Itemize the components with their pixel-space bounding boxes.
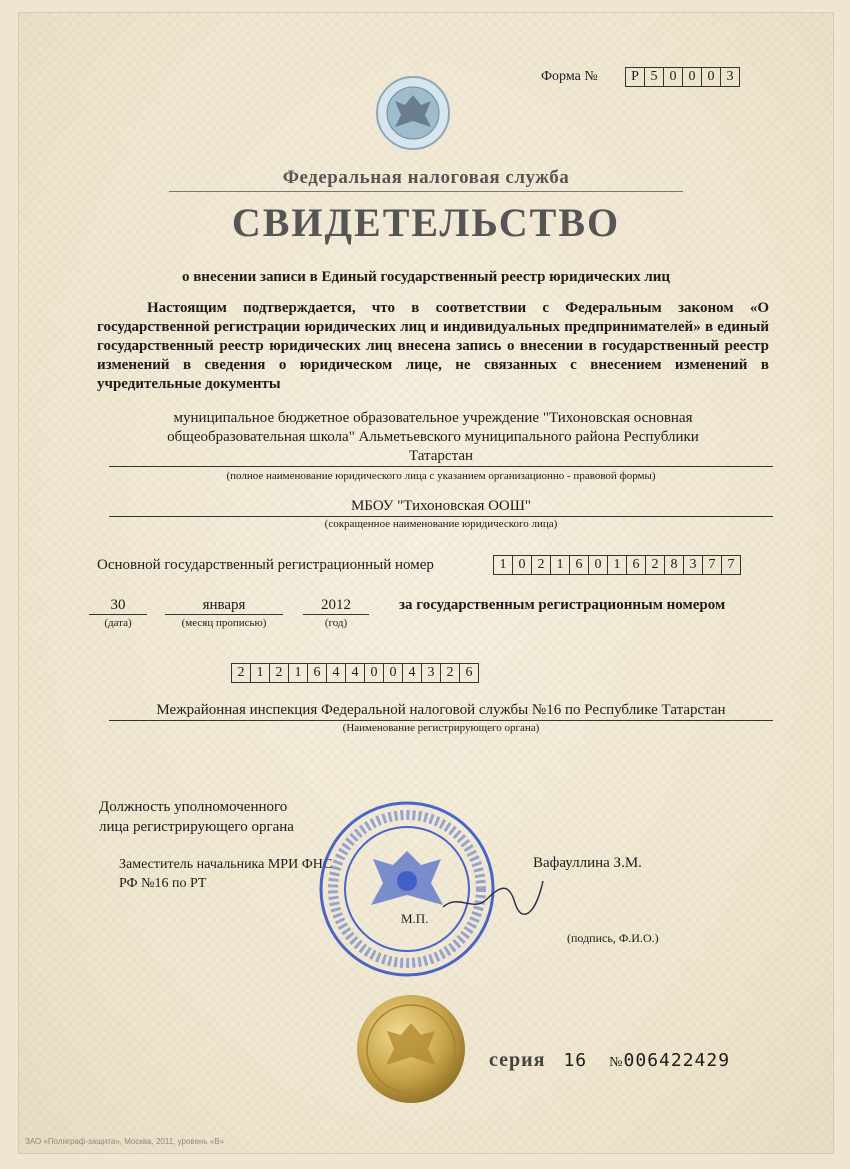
reg-number-digit: 4 <box>327 664 346 682</box>
reg-number-digit: 2 <box>270 664 289 682</box>
printer-note: ЗАО «Полиграф-защита», Москва, 2011, уровень «В» <box>25 1137 225 1146</box>
form-number-digit: 0 <box>702 68 721 86</box>
reg-number-digit: 3 <box>422 664 441 682</box>
reg-number-digit: 4 <box>403 664 422 682</box>
form-label: Форма № <box>541 69 598 84</box>
full-name-line2: общеобразовательная школа" Альметьевского муниципального района Республики <box>167 429 699 445</box>
reg-number-boxes <box>231 663 479 683</box>
signatory-name: Вафауллина З.М. <box>533 855 642 871</box>
agency-underline <box>169 191 683 192</box>
reg-number-label: за государственным регистрационным номером <box>399 597 726 613</box>
form-number-digit: 0 <box>664 68 683 86</box>
authority-caption: (Наименование регистрирующего органа) <box>342 722 540 734</box>
ogrn-digit: 2 <box>532 556 551 574</box>
full-name-caption: (полное наименование юридического лица с указанием организационно - правовой формы) <box>226 470 656 482</box>
ogrn-digit: 0 <box>513 556 532 574</box>
ogrn-digit: 6 <box>627 556 646 574</box>
position-caption-line2: лица регистрирующего органа <box>99 819 294 835</box>
position-caption <box>99 797 294 837</box>
signature-icon <box>439 873 549 923</box>
serial-series: 16 <box>563 1050 588 1071</box>
form-number-digit: 0 <box>683 68 702 86</box>
reg-number-digit: 1 <box>251 664 270 682</box>
ogrn-boxes <box>493 555 741 575</box>
form-number-digit: 3 <box>726 69 734 84</box>
date-month-caption: (месяц прописью) <box>181 617 267 629</box>
ogrn-digit: 7 <box>703 556 722 574</box>
ogrn-label: Основной государственный регистрационный номер <box>97 557 434 573</box>
ogrn-digit: 1 <box>608 556 627 574</box>
full-name-line1: муниципальное бюджетное образовательное учреждение "Тихоновская основная <box>173 410 693 426</box>
short-name-caption: (сокращенное наименование юридического лица) <box>324 518 558 530</box>
position <box>119 855 332 893</box>
form-number-boxes <box>625 67 740 87</box>
document-title: СВИДЕТЕЛЬСТВО <box>231 200 621 245</box>
serial-label: серия <box>489 1049 546 1071</box>
ogrn-digit: 8 <box>665 556 684 574</box>
reg-number-digit: 4 <box>346 664 365 682</box>
ogrn-digit: 2 <box>646 556 665 574</box>
full-name-line3: Татарстан <box>109 447 773 467</box>
certificate-page <box>18 12 834 1154</box>
date-month: января <box>165 597 283 615</box>
reg-number-digit: 0 <box>365 664 384 682</box>
statement-paragraph: Настоящим подтверждается, что в соответствии с Федеральным законом «О государственной регистрации юридических лиц и индивидуальных предпринимателей» в единый государственный реестр юридических лиц внесена запись о внесении в государственный реестр изменений в сведения о юридическом лице, не связанных с внесением изменений в учредительные документы <box>97 300 769 392</box>
ogrn-digit: 7 <box>727 557 735 572</box>
agency-name: Федеральная налоговая служба <box>282 167 570 188</box>
ogrn-digit: 3 <box>684 556 703 574</box>
ogrn-digit: 6 <box>570 556 589 574</box>
serial-number-prefix: № <box>609 1055 624 1070</box>
date-year: 2012 <box>303 597 369 615</box>
ogrn-digit: 1 <box>494 556 513 574</box>
reg-number-digit: 6 <box>465 665 473 680</box>
position-line1: Заместитель начальника МРИ ФНС <box>119 857 333 872</box>
reg-number-digit: 6 <box>308 664 327 682</box>
emblem-icon <box>375 75 451 151</box>
ogrn-digit: 0 <box>589 556 608 574</box>
reg-number-digit: 2 <box>232 664 251 682</box>
serial-number: 006422429 <box>623 1050 731 1071</box>
position-caption-line1: Должность уполномоченного <box>99 799 288 815</box>
position-line2: РФ №16 по РТ <box>119 876 207 891</box>
signature-caption: (подпись, Ф.И.О.) <box>567 931 659 945</box>
date-year-caption: (год) <box>324 617 348 629</box>
reg-number-digit: 2 <box>441 664 460 682</box>
date-day-caption: (дата) <box>104 617 132 629</box>
document-subtitle: о внесении записи в Единый государственный реестр юридических лиц <box>181 269 671 285</box>
ogrn-digit: 1 <box>551 556 570 574</box>
date-day: 30 <box>89 597 147 615</box>
authority-name: Межрайонная инспекция Федеральной налоговой службы №16 по Республике Татарстан <box>109 701 773 721</box>
short-name: МБОУ "Тихоновская ООШ" <box>109 497 773 517</box>
reg-number-digit: 0 <box>384 664 403 682</box>
form-number-digit: 5 <box>645 68 664 86</box>
form-number-digit: Р <box>626 68 645 86</box>
reg-number-digit: 1 <box>289 664 308 682</box>
mp-label: М.П. <box>401 911 429 926</box>
gold-seal-icon <box>355 993 467 1105</box>
serial <box>489 1049 730 1072</box>
